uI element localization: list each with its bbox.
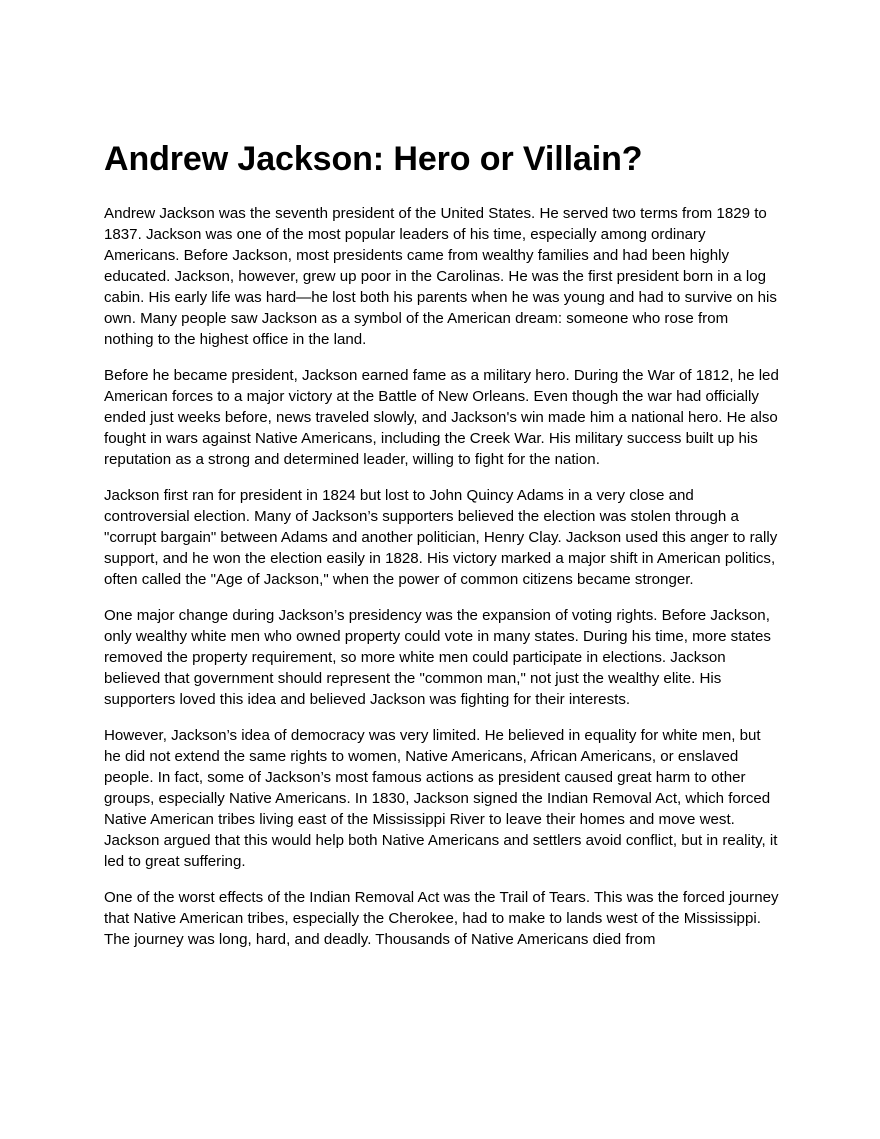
paragraph-elections: Jackson first ran for president in 1824 but lost to John Quincy Adams in a very close and controversial election. Many of Jackson’s supporters believed the election was stolen through a "corrupt bargain" between Adams and another politician, Henry Clay. Jackson used this anger to rally support, and he won the election easily in 1828. His victory marked a major shift in American politics, often called the "Age of Jackson," when the power of common citizens became stronger. — [104, 487, 778, 588]
paragraph-limited-democracy: However, Jackson’s idea of democracy was very limited. He believed in equality for white men, but he did not extend the same rights to women, Native Americans, African Americans, or enslaved people. In fact, some of Jackson’s most famous actions as president caused great harm to other groups, especially Native Americans. In 1830, Jackson signed the Indian Removal Act, which forced Native American tribes living east of the Mississippi River to leave their homes and move west. Jackson argued that this would help both Native Americans and settlers avoid conflict, but in reality, it led to great suffering. — [104, 727, 778, 870]
paragraph-trail-of-tears: One of the worst effects of the Indian Removal Act was the Trail of Tears. This was the forced journey that Native American tribes, especially the Cherokee, had to make to lands west of the Mississippi. The journey was long, hard, and deadly. Thousands of Native Americans died from — [104, 889, 779, 948]
paragraph-intro: Andrew Jackson was the seventh president of the United States. He served two terms from 1829 to 1837. Jackson was one of the most popular leaders of his time, especially among ordinary Americans. Before Jackson, most presidents came from wealthy families and had been highly educated. Jackson, however, grew up poor in the Carolinas. He was the first president born in a log cabin. His early life was hard—he lost both his parents when he was young and had to survive on his own. Many people saw Jackson as a symbol of the American dream: someone who rose from nothing to the highest office in the land. — [104, 205, 777, 348]
paragraph-military-hero: Before he became president, Jackson earned fame as a military hero. During the War of 1812, he led American forces to a major victory at the Battle of New Orleans. Even though the war had officially ended just weeks before, news traveled slowly, and Jackson's win made him a national hero. He also fought in wars against Native Americans, including the Creek War. His military success built up his reputation as a strong and determined leader, willing to fight for the nation. — [104, 367, 779, 468]
paragraph-voting-rights: One major change during Jackson’s presidency was the expansion of voting rights. Before Jackson, only wealthy white men who owned property could vote in many states. During his time, more states removed the property requirement, so more white men could participate in elections. Jackson believed that government should represent the "common man," not just the wealthy elite. His supporters loved this idea and believed Jackson was fighting for their interests. — [104, 607, 771, 708]
document-title: Andrew Jackson: Hero or Villain? — [104, 140, 643, 178]
document-body — [104, 138, 780, 965]
